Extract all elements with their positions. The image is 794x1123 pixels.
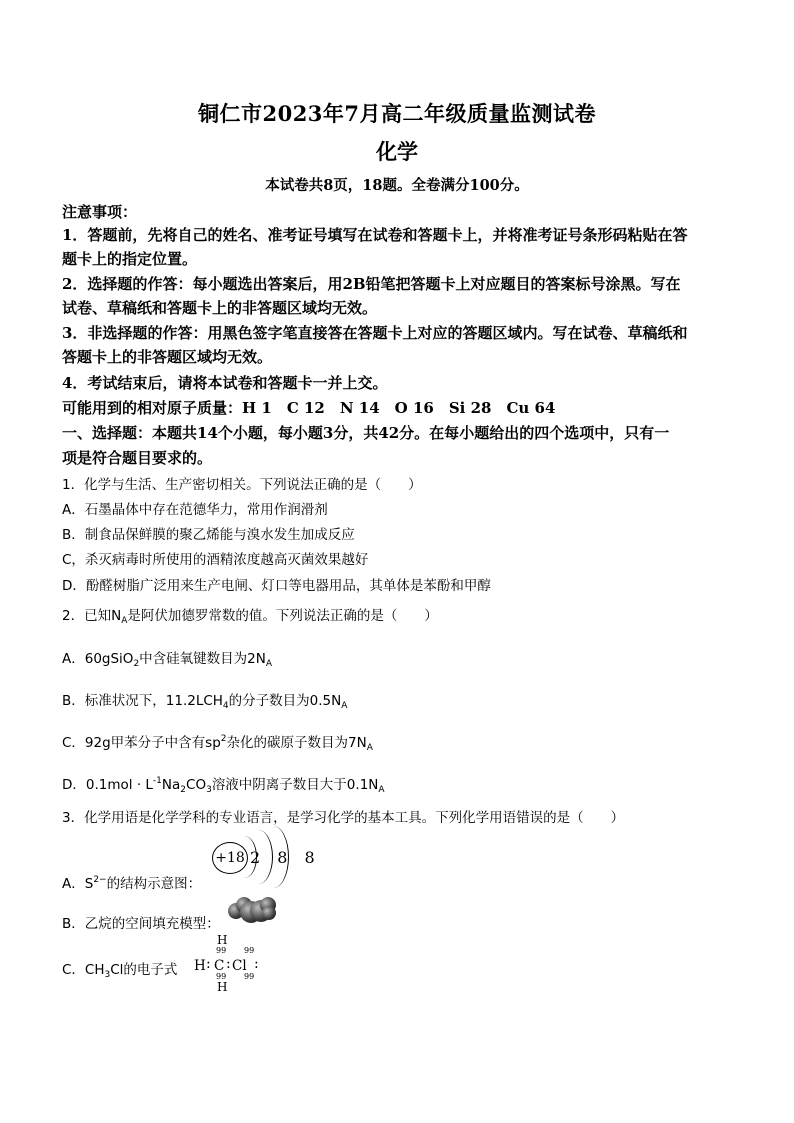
lewis-cl-lone-pair-right: : bbox=[254, 956, 259, 972]
note-3a: 3．非选择题的作答：用黑色签字笔直接答在答题卡上对应的答题区域内。写在试卷、草稿纸和 bbox=[62, 324, 688, 342]
q2-a-sub: 2 bbox=[133, 659, 140, 669]
q3-a-sup: 2− bbox=[93, 875, 107, 885]
q2-d-sub: 2 bbox=[180, 785, 187, 795]
q1-stem: 1．化学与生活、生产密切相关。下列说法正确的是（ ） bbox=[62, 477, 422, 493]
q2-stem-text-b: 是阿伏加德罗常数的值。下列说法正确的是（ ） bbox=[127, 608, 438, 624]
lewis-cl-lone-pair-top: 99 bbox=[244, 946, 255, 955]
lewis-cl-lone-pair-bottom: 99 bbox=[244, 972, 255, 981]
q2-option-b bbox=[62, 689, 742, 711]
q2-c-sup: 2 bbox=[220, 734, 227, 744]
section-1-heading-a: 一、选择题：本题共14个小题，每小题3分，共42分。在每小题给出的四个选项中，只有一 bbox=[62, 424, 670, 442]
note-4: 4．考试结束后，请将本试卷和答题卡一并上交。 bbox=[62, 374, 388, 392]
notes-heading: 注意事项： bbox=[62, 203, 138, 221]
note-3b: 答题卡上的非答题区域均无效。 bbox=[62, 348, 273, 366]
exam-info: 本试卷共8页，18题。全卷满分100分。 bbox=[265, 177, 529, 194]
q1-option-b: B．制食品保鲜膜的聚乙烯能与溴水发生加成反应 bbox=[62, 527, 355, 543]
q2-c-text-b: 杂化的碳原子数目为7N bbox=[226, 735, 367, 751]
q2-d-sub3: A bbox=[378, 785, 385, 795]
q3-stem: 3．化学用语是化学学科的专业语言，是学习化学的基本工具。下列化学用语错误的是（ ） bbox=[62, 810, 625, 826]
q1-option-c: C，杀灭病毒时所使用的酒精浓度越高灭菌效果越好 bbox=[62, 552, 369, 568]
model-atom-h4 bbox=[262, 906, 276, 920]
note-1b: 题卡上的指定位置。 bbox=[62, 250, 198, 268]
note-2a: 2．选择题的作答：每小题选出答案后，用2B铅笔把答题卡上对应题目的答案标号涂黑。写在 bbox=[62, 275, 681, 293]
q2-b-sub2: A bbox=[341, 701, 348, 711]
q2-option-a bbox=[62, 647, 742, 669]
q2-stem-text-a: 2．已知N bbox=[62, 608, 122, 624]
lewis-cl: Cl bbox=[232, 958, 247, 974]
q2-d-text-c: CO bbox=[186, 777, 207, 793]
q3-a-text-a: A．S bbox=[62, 876, 94, 892]
atomic-masses: 可能用到的相对原子质量：H 1 C 12 N 14 O 16 Si 28 Cu 64 bbox=[62, 399, 556, 417]
q2-option-d bbox=[62, 773, 742, 795]
q2-d-text-a: D．0.1mol · L bbox=[62, 777, 153, 793]
section-1-heading-b: 项是符合题目要求的。 bbox=[62, 449, 213, 467]
ethane-space-filling-model bbox=[228, 897, 276, 923]
q2-d-text-d: 溶液中阴离子数目大于0.1N bbox=[211, 777, 379, 793]
q1-option-d: D．酚醛树脂广泛用来生产电闸、灯口等电器用品，其单体是苯酚和甲醇 bbox=[62, 578, 491, 594]
q2-b-text-a: B．标准状况下，11.2LCH bbox=[62, 693, 223, 709]
q3-option-a bbox=[62, 872, 742, 892]
q3-a-text-b: 的结构示意图： bbox=[106, 876, 202, 892]
q2-stem-sub: A bbox=[121, 616, 128, 626]
q2-stem bbox=[62, 604, 742, 626]
q2-a-text-a: A．60gSiO bbox=[62, 651, 134, 667]
q3-option-c bbox=[62, 958, 182, 980]
q1-option-a: A．石墨晶体中存在范德华力，常用作润滑剂 bbox=[62, 502, 328, 518]
lewis-pair-c-h-top: 99 bbox=[216, 946, 227, 955]
q2-d-sub2: 3 bbox=[206, 785, 212, 795]
lewis-pair-c-cl: : bbox=[226, 956, 231, 972]
q2-d-sup: -1 bbox=[152, 776, 162, 786]
lewis-pair-c-h-bottom: 99 bbox=[216, 972, 227, 981]
lewis-h-top: H bbox=[217, 933, 228, 947]
lewis-h-left: H bbox=[194, 958, 206, 974]
note-1a: 1．答题前，先将自己的姓名、准考证号填写在试卷和答题卡上，并将准考证号条形码粘贴在答 bbox=[62, 226, 688, 244]
q2-b-sub: 4 bbox=[222, 701, 229, 711]
lewis-pair-h-c: : bbox=[206, 956, 211, 972]
ion-shell-electrons: 2 8 8 bbox=[250, 848, 321, 867]
q2-d-text-b: Na bbox=[161, 777, 181, 793]
q3-option-b: B．乙烷的空间填充模型： bbox=[62, 916, 220, 932]
q3-c-text-b: Cl的电子式 bbox=[110, 962, 178, 978]
q3-c-sub: 3 bbox=[104, 970, 111, 980]
lewis-h-bottom: H bbox=[217, 980, 228, 994]
q2-c-sub: A bbox=[366, 743, 373, 753]
lewis-c: C bbox=[214, 958, 225, 974]
subject-title: 化学 bbox=[376, 139, 418, 164]
q3-c-text-a: C．CH bbox=[62, 962, 105, 978]
note-2b: 试卷、草稿纸和答题卡上的非答题区域均无效。 bbox=[62, 299, 378, 317]
ion-nucleus-circle: +18 bbox=[212, 842, 248, 874]
q2-a-text-b: 中含硅氧键数目为2N bbox=[139, 651, 266, 667]
exam-title: 铜仁市2023年7月高二年级质量监测试卷 bbox=[197, 101, 597, 126]
q2-option-c bbox=[62, 731, 742, 753]
q2-c-text-a: C．92g甲苯分子中含有sp bbox=[62, 735, 221, 751]
q2-b-text-b: 的分子数目为0.5N bbox=[228, 693, 342, 709]
q2-a-sub2: A bbox=[265, 659, 273, 669]
